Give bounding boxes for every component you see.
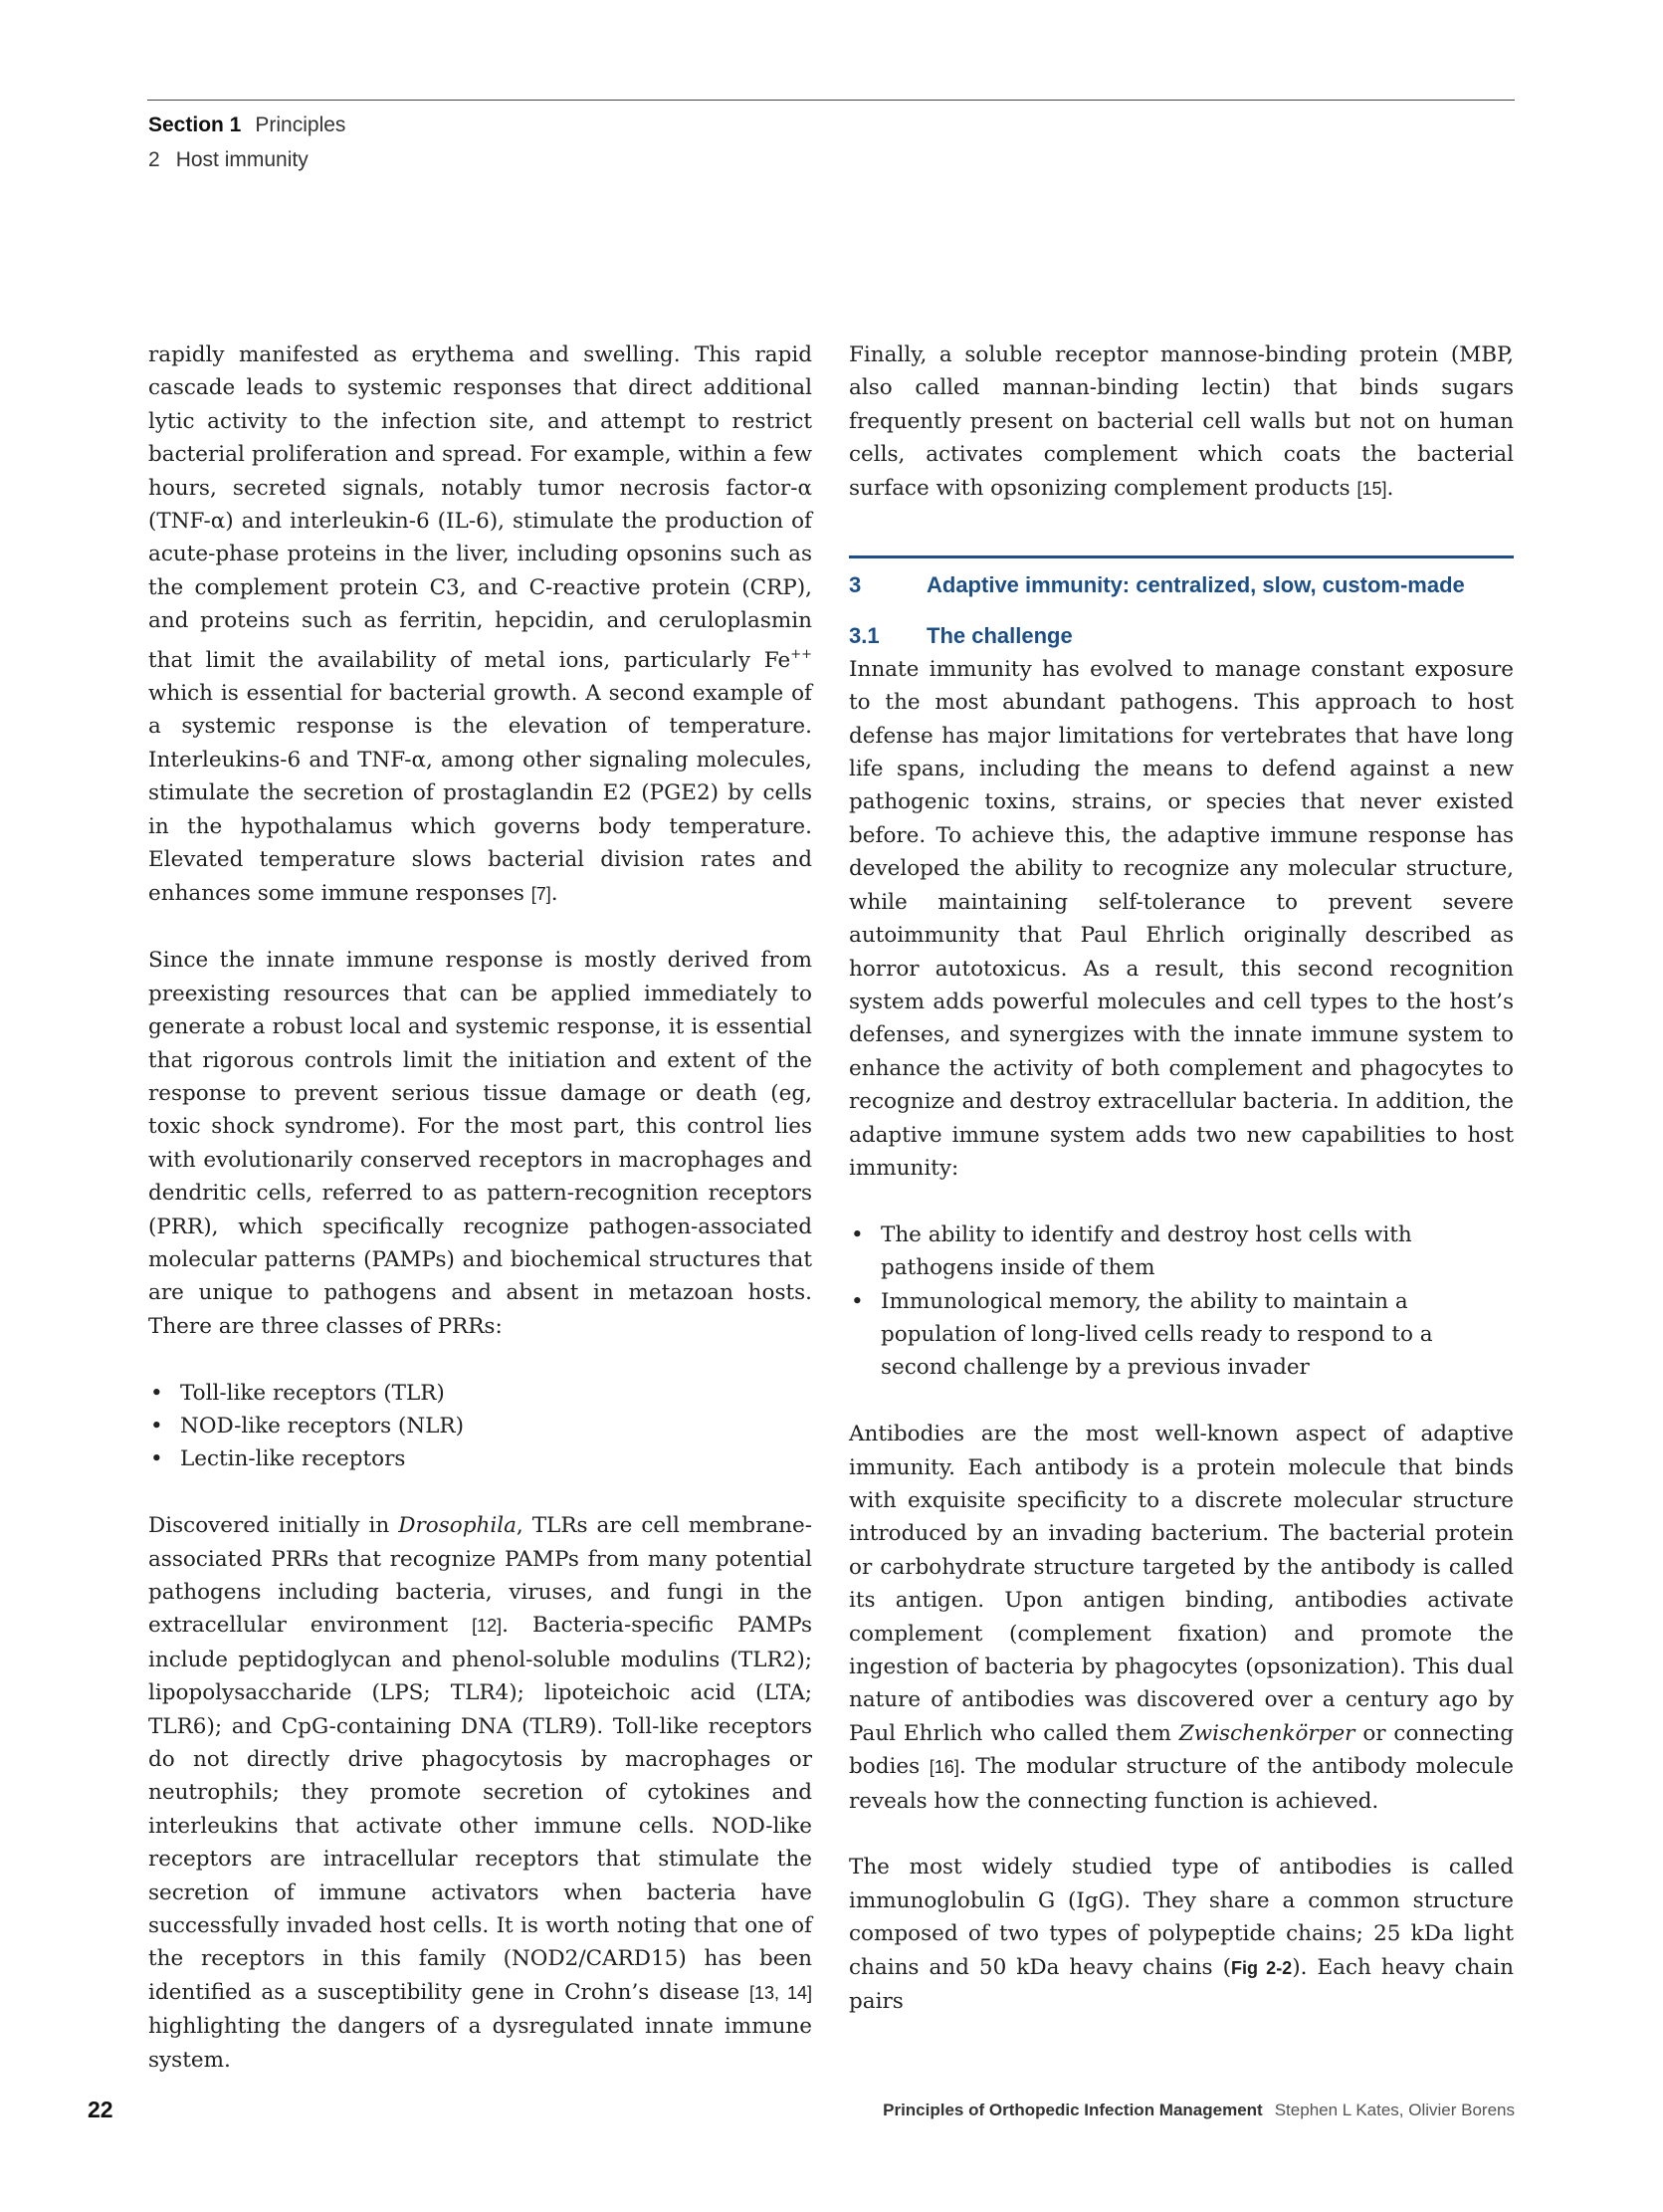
section-heading xyxy=(849,568,1514,601)
citation: [13, 14] xyxy=(748,1982,812,2003)
citation: [7] xyxy=(530,883,551,904)
list-item: • The ability to identify and destroy host cells with pathogens inside of them xyxy=(849,1218,1514,1285)
list-item: • Lectin-like receptors xyxy=(148,1442,812,1475)
right-column xyxy=(849,338,1514,2018)
book-title: Principles of Orthopedic Infection Management xyxy=(883,2101,1263,2119)
left-column xyxy=(148,338,812,2077)
prr-list xyxy=(148,1377,812,1476)
capabilities-list xyxy=(849,1218,1514,1385)
paragraph-mbp: Finally, a soluble receptor mannose-binding protein (MBP, also called mannan-binding lectin) that binds sugars frequently present on bacterial cell walls but not on human cells, activates complement which coats the bacterial surface with opsonizing complement products [15]. xyxy=(849,342,1514,501)
paragraph-igg: The most widely studied type of antibodies is called immunoglobulin G (IgG). They share a common structure composed of two types of polypeptide chains; 25 kDa light chains and 50 kDa heavy chains (Fig 2-2). Each heavy chain pairs xyxy=(849,1855,1514,2015)
paragraph-antibodies: Antibodies are the most well-known aspect of adaptive immunity. Each antibody is a protein molecule that binds with exquisite specificity to a discrete molecular structure introduced by an invading bacterium. The bacterial protein or carbohydrate structure targeted by the antibody is called its antigen. Upon antigen binding, antibodies activate complement (complement fixation) and promote the ingestion of bacteria by phagocytes (opsonization). This dual nature of antibodies was discovered over a century ago by Paul Ehrlich who called them Zwischenkörper or connecting bodies [16]. The modular structure of the antibody molecule reveals how the connecting function is achieved. xyxy=(849,1422,1514,1814)
list-item: • Immunological memory, the ability to maintain a population of long-lived cells ready to respond to a second challenge by a previous invader xyxy=(849,1285,1514,1385)
running-header xyxy=(148,108,345,177)
page-number: 22 xyxy=(88,2097,113,2122)
paragraph-2: Since the innate immune response is mostly derived from preexisting resources that can be applied immediately to generate a robust local and systemic response, it is essential that rigorous controls limit the initiation and extent of the response to prevent serious tissue damage or death (eg, toxic shock syndrome). For the most part, this control lies with evolutionarily conserved receptors in macrophages and dendritic cells, referred to as pattern-recognition receptors (PRR), which specifically recognize pathogen-associated molecular patterns (PAMPs) and biochemical structures that are unique to pathogens and absent in metazoan hosts. There are three classes of PRRs: xyxy=(148,948,812,1339)
header-rule xyxy=(147,100,1515,101)
paragraph-3: Discovered initially in Drosophila, TLRs are cell membrane-associated PRRs that recognize PAMPs from many potential pathogens including bacteria, viruses, and fungi in the extracellular environment [12]. Bacteria-specific PAMPs include peptidoglycan and phenol-soluble modulins (TLR2); lipopolysaccharide (LPS; TLR4); lipoteichoic acid (LTA; TLR6); and CpG-containing DNA (TLR9). Toll-like receptors do not directly drive phagocytosis by macrophages or neutrophils; they promote secretion of cytokines and interleukins that activate other immune cells. NOD-like receptors are intracellular receptors that stimulate the secretion of immune activators when bacteria have successfully invaded host cells. It is worth noting that one of the receptors in this family (NOD2/CARD15) has been identified as a susceptibility gene in Crohn’s disease [13, 14] highlighting the dangers of a dysregulated innate immune system. xyxy=(148,1513,813,2073)
authors: Stephen L Kates, Olivier Borens xyxy=(1274,2101,1515,2119)
section-rule xyxy=(849,555,1514,558)
section-line xyxy=(148,108,345,142)
paragraph-challenge: Innate immunity has evolved to manage constant exposure to the most abundant pathogens. This approach to host defense has major limitations for vertebrates that have long life spans, including the means to defend against a new pathogenic toxins, strains, or species that never existed before. To achieve this, the adaptive immune response has developed the ability to recognize any molecular structure, while maintaining self-tolerance to prevent severe autoimmunity that Paul Ehrlich originally described as horror autotoxicus. As a result, this second recognition system adds powerful molecules and cell types to the host’s defenses, and synergizes with the innate immune system to enhance the activity of both complement and phagocytes to recognize and destroy extracellular bacteria. In addition, the adaptive immune system adds two new capabilities to host immunity: xyxy=(849,656,1514,1181)
section-title: Principles xyxy=(255,113,346,136)
figure-reference: Fig 2-2 xyxy=(1231,1957,1293,1978)
citation: [15] xyxy=(1356,478,1387,499)
section-heading-title: Adaptive immunity: centralized, slow, custom-made xyxy=(927,572,1465,598)
chapter-number: 2 xyxy=(148,148,160,171)
chapter-title: Host immunity xyxy=(175,148,309,171)
footer-citation xyxy=(883,2101,1515,2120)
chapter-line xyxy=(148,142,345,177)
subsection-heading-title: The challenge xyxy=(927,623,1073,649)
list-item: • NOD-like receptors (NLR) xyxy=(148,1410,812,1442)
citation: [16] xyxy=(929,1757,959,1778)
paragraph-1: rapidly manifested as erythema and swelling. This rapid cascade leads to systemic responses that direct additional lytic activity to the infection site, and attempt to restrict bacterial proliferation and spread. For example, within a few hours, secreted signals, notably tumor necrosis factor-α (TNF-α) and interleukin-6 (IL-6), stimulate the production of acute-phase proteins in the liver, including opsonins such as the complement protein C3, and C-reactive protein (CRP), and proteins such as ferritin, hepcidin, and ceruloplasmin that limit the availability of metal ions, particularly Fe++ which is essential for bacterial growth. A second example of a systemic response is the elevation of temperature. Interleukins-6 and TNF-α, among other signaling molecules, stimulate the secretion of prostaglandin E2 (PGE2) by cells in the hypothalamus which governs body temperature. Elevated temperature slows bacterial division rates and enhances some immune responses [7]. xyxy=(148,342,812,906)
citation: [12] xyxy=(472,1616,503,1637)
section-number: 3 xyxy=(849,572,862,598)
subsection-heading xyxy=(849,619,1514,652)
subsection-number: 3.1 xyxy=(849,623,880,649)
section-label: Section 1 xyxy=(148,113,242,136)
list-item: • Toll-like receptors (TLR) xyxy=(148,1377,812,1410)
